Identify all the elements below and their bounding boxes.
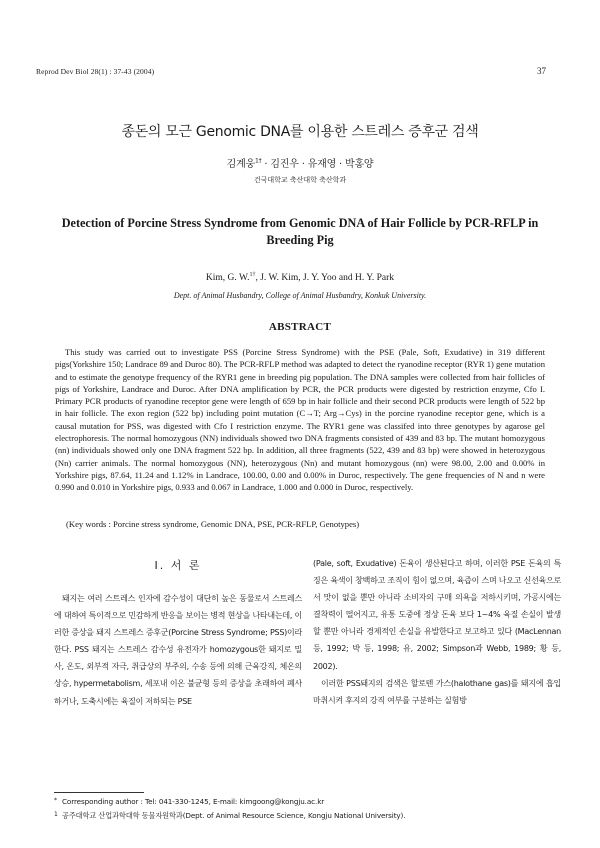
korean-other-authors: · 김진우 · 유재영 · 박홍양 — [261, 159, 374, 170]
right-column-paragraph-1: (Pale, soft, Exudative) 돈육이 생산된다고 하며, 이러한 PSE 돈육의 특징은 육색이 창백하고 조직이 힘이 없으며, 육즙이 스며 나오고 신선육으로서 맛이 없을 뿐만 아니라 소비자의 구매 의욕을 저하시키며, 가공시에는 결착력이 떨어지고, 유통 도중에 정상 돈육 보다 1~4% 육질 손실이 발생할 뿐만 아니라 경제적인 손실을 유발한다고 보고하고 있다 (MacLennan 등, 1992; 박 등, 1998; 유, 2002; Simpson과 Webb, 1989; 황 등, 2002). — [313, 559, 561, 671]
abstract-text — [55, 346, 545, 494]
english-authors — [0, 272, 600, 283]
page-number: 37 — [537, 66, 546, 76]
footnote-corresponding-author — [54, 797, 324, 806]
english-other-authors: , J. W. Kim, J. Y. Yoo and H. Y. Park — [255, 273, 395, 284]
abstract-heading: ABSTRACT — [268, 321, 332, 333]
english-title: Detection of Porcine Stress Syndrome from Genomic DNA of Hair Follicle by PCR-RFLP in Breeding Pig — [61, 216, 539, 247]
footnote-affiliation — [54, 811, 405, 821]
left-column-text: 돼지는 여러 스트레스 인자에 감수성이 대단히 높은 동물로서 스트레스에 대하여 특이적으로 민감하게 반응을 보이는 병적 현상을 나타내는데, 이러한 증상을 돼지 스트레스 증후군(Porcine Stress Syndrome; PSS)이라 한다. PSS 돼지는 스트레스 감수성 유전자가 homozygous한 돼지로 밀사, 온도, 외부적 자극, 취급상의 부주의, 수송 등에 의해 근육강직, 체온의 상승, hypermetabolism, 세포내 이온 불균형 등의 증상을 초래하여 폐사하거나, 도축시에는 육질이 저하되는 PSE — [54, 594, 302, 706]
footnote-text: 공주대학교 산업과학대학 동물자원학과(Dept. of Animal Resource Science, Kongju National University). — [62, 811, 406, 820]
right-column-paragraph-2 — [313, 675, 561, 709]
korean-title: 종돈의 모근 Genomic DNA를 이용한 스트레스 증후군 검색 — [121, 124, 479, 140]
body-left-column — [54, 590, 302, 710]
abstract-body: This study was carried out to investigate PSS (Porcine Stress Syndrome) with the PSE (Pale, Soft, Exudative) in 319 different pigs(Yorkshire 150; Landrace 89 and Duroc 80). The PCR-RFLP method was adapted to detect the ryanodine receptor (RYR 1) gene mutation and to estimate the genotype frequency of the RYR1 gene in breeding pig population. The DNA samples were collected from hair follicles of pigs of Yorkshire, Landrace and Duroc. After DNA amplification by PCR, the PCR products were digested by restriction enzyme, Cfo I. Primary PCR products of ryanodine receptor gene were length of 659 bp in hair follicle and their second PCR products were length of 522 bp in hair follicle. The exon region (522 bp) including point mutation (C→T; Arg→Cys) in the porcine ryanodine receptor gene, which is a causal mutation for PSS, was digested with Cfo I restriction enzyme. The RYR1 gene was classifed into three genotypes by agarose gel electrophoresis. The normal homozygous (NN) individuals showed two DNA fragments consisted of 439 and 83 bp. The mutant homozygous (nn) individuals showed only one DNA fragment 522 bp. In addition, all three fragments (522, 439 and 83 bp) were showed in heterozygous (Nn) carrier animals. The normal homozygous (NN), heterozygous (Nn) and mutant homozygous (nn) were 98.00, 2.00 and 0.00% in Yorkshire pigs, 87.64, 11.24 and 1.12% in Landrace, 100.00, 0.00 and 0.00% in Duroc, respectively. The gene frequencies of N and n were 0.990 and 0.010 in Yorkshire pigs, 0.933 and 0.067 in Landrace, 1.000 and 0.000 in Duroc, respectively. — [55, 347, 545, 493]
korean-first-author: 김계웅 — [226, 159, 255, 170]
korean-authors — [0, 155, 600, 170]
body-right-column — [313, 555, 561, 709]
running-head: Reprod Dev Biol 28(1) : 37-43 (2004) — [36, 67, 155, 76]
english-author-mark: 1† — [249, 272, 256, 278]
section-heading-introduction: I. 서 론 — [154, 559, 202, 572]
footnote-text: Corresponding author : Tel: 041-330-1245, E-mail: kimgoong@kongju.ac.kr — [62, 797, 325, 806]
korean-affiliation: 건국대학교 축산대학 축산학과 — [253, 176, 347, 184]
right-column-paragraph-2-text: 이러한 PSS돼지의 검색은 할로텐 가스(halothane gas)를 돼지에 흡입 마취시켜 후지의 강직 여부를 구분하는 실험방 — [313, 678, 561, 705]
author-mark: 1† — [255, 157, 262, 165]
footnote-mark: 1 — [54, 811, 58, 818]
footnote-divider — [54, 792, 144, 793]
keywords: (Key words : Porcine stress syndrome, Genomic DNA, PSE, PCR-RFLP, Genotypes) — [66, 519, 360, 529]
english-affiliation: Dept. of Animal Husbandry, College of Animal Husbandry, Konkuk University. — [173, 291, 427, 300]
english-first-author: Kim, G. W. — [205, 273, 250, 284]
footnote-mark: * — [54, 797, 57, 804]
